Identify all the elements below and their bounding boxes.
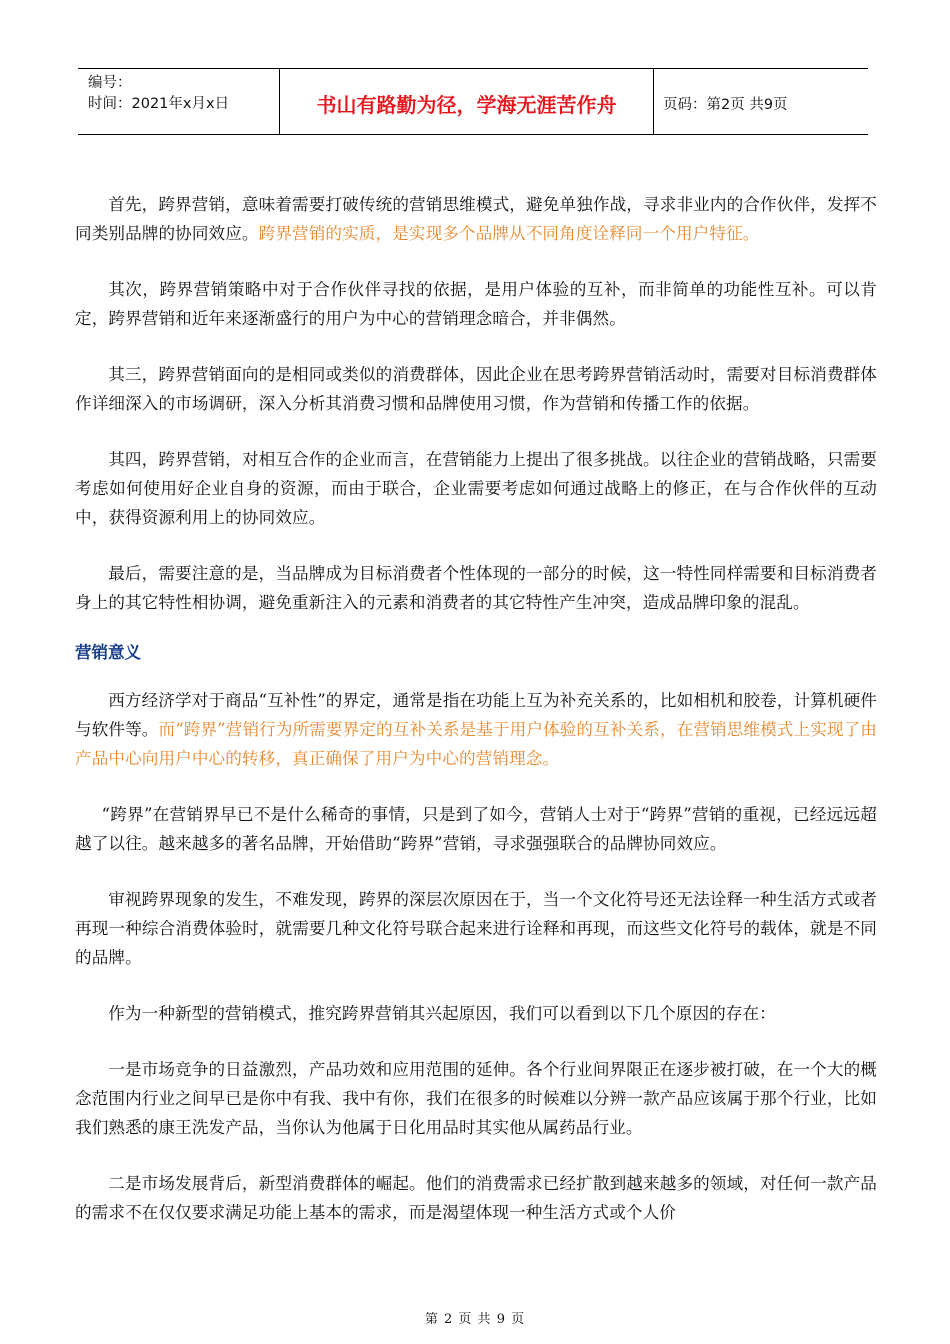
header-motto: 书山有路勤为径，学海无涯苦作舟: [280, 69, 654, 134]
paragraph-9: 作为一种新型的营销模式，推究跨界营销其兴起原因，我们可以看到以下几个原因的存在：: [108, 1004, 776, 1023]
paragraph-1-highlight: 跨界营销的实质，是实现多个品牌从不同角度诠释同一个用户特征。: [258, 224, 760, 243]
paragraph-11: 二是市场发展背后，新型消费群体的崛起。他们的消费需求已经扩散到越来越多的领域，对任何一款产品的需求不在仅仅要求满足功能上基本的需求，而是渴望体现一种生活方式或个人价: [75, 1174, 877, 1222]
paragraph-6: [75, 686, 877, 773]
doc-time-label: 时间：2021年x月x日: [88, 96, 230, 112]
section-title: 营销意义: [75, 643, 141, 662]
paragraph-6-text: 西方经济学对于商品“互补性”的界定，通常是指在功能上互为补充关系的，比如相机和胶卷，计算机硬件与软件等。: [75, 691, 877, 739]
header-meta: [78, 69, 280, 134]
page-footer: 第 2 页 共 9 页: [424, 1312, 526, 1327]
paragraph-10: 一是市场竞争的日益激烈，产品功效和应用范围的延伸。各个行业间界限正在逐步被打破，在一个大的概念范围内行业之间早已是你中有我、我中有你，我们在很多的时候难以分辨一款产品应该属于那个行业，比如我们熟悉的康王洗发产品，当你认为他属于日化用品时其实他从属药品行业。: [75, 1060, 877, 1137]
paragraph-2: 其次，跨界营销策略中对于合作伙伴寻找的依据，是用户体验的互补，而非简单的功能性互补。可以肯定，跨界营销和近年来逐渐盛行的用户为中心的营销理念暗合，并非偶然。: [75, 280, 877, 328]
header-page-code: 页码：第2页 共9页: [663, 97, 788, 113]
paragraph-3: 其三，跨界营销面向的是相同或类似的消费群体，因此企业在思考跨界营销活动时，需要对目标消费群体作详细深入的市场调研，深入分析其消费习惯和品牌使用习惯，作为营销和传播工作的依据。: [75, 365, 877, 413]
paragraph-5: 最后，需要注意的是，当品牌成为目标消费者个性体现的一部分的时候，这一特性同样需要和目标消费者身上的其它特性相协调，避免重新注入的元素和消费者的其它特性产生冲突，造成品牌印象的混乱。: [75, 564, 877, 612]
paragraph-6-highlight: 而“跨界”营销行为所需要界定的互补关系是基于用户体验的互补关系，在营销思维模式上实现了由产品中心向用户中心的转移，真正确保了用户为中心的营销理念。: [75, 720, 877, 768]
paragraph-4: 其四，跨界营销，对相互合作的企业而言，在营销能力上提出了很多挑战。以往企业的营销战略，只需要考虑如何使用好企业自身的资源，而由于联合，企业需要考虑如何通过战略上的修正，在与合作伙伴的互动中，获得资源利用上的协同效应。: [75, 450, 877, 527]
paragraph-1: [75, 190, 877, 248]
paragraph-1-text: 首先，跨界营销，意味着需要打破传统的营销思维模式，避免单独作战，寻求非业内的合作伙伴，发挥不同类别品牌的协同效应。: [75, 195, 877, 243]
paragraph-7: “跨界”在营销界早已不是什么稀奇的事情，只是到了如今，营销人士对于“跨界”营销的重视，已经远远超越了以往。越来越多的著名品牌，开始借助“跨界”营销，寻求强强联合的品牌协同效应。: [75, 805, 877, 853]
paragraph-8: 审视跨界现象的发生，不难发现，跨界的深层次原因在于，当一个文化符号还无法诠释一种生活方式或者再现一种综合消费体验时，就需要几种文化符号联合起来进行诠释和再现，而这些文化符号的载体，就是不同的品牌。: [75, 890, 877, 967]
page-header: [78, 68, 868, 135]
doc-number-label: 编号：: [88, 75, 132, 91]
document-body: [75, 190, 877, 1254]
